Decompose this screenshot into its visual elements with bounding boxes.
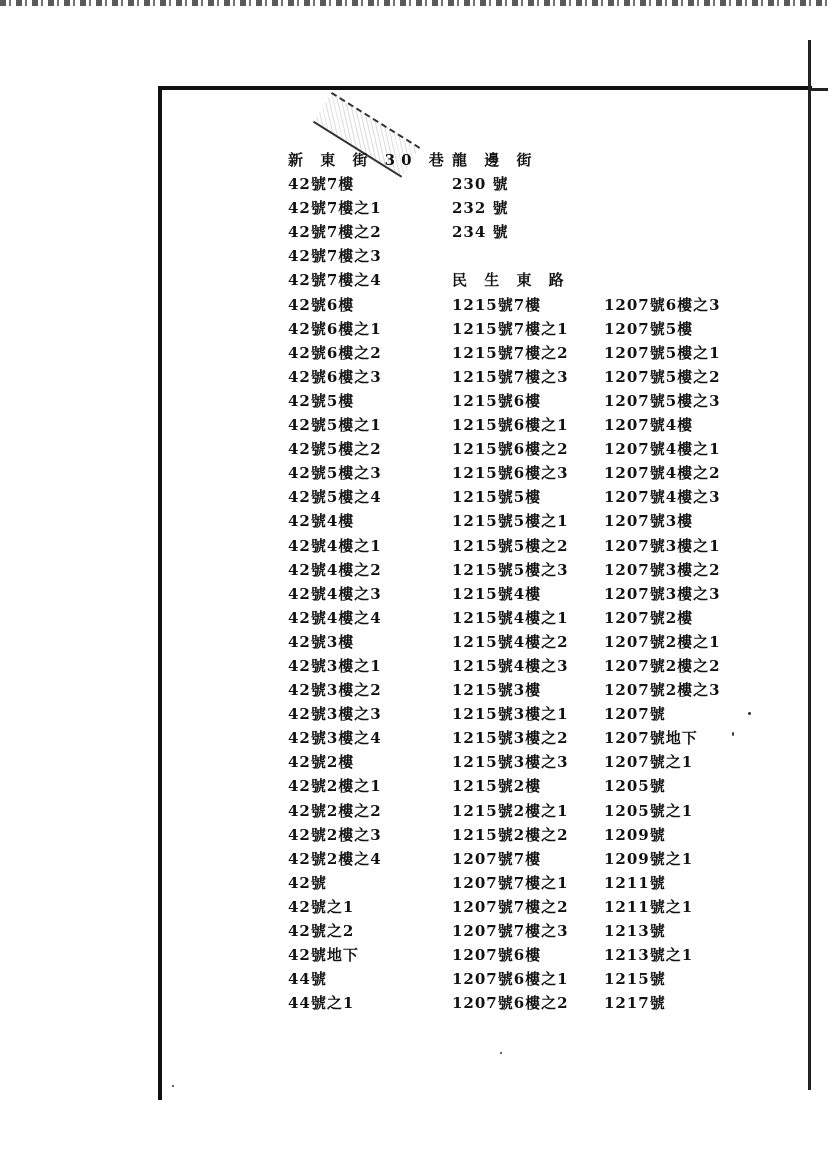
address-entry: 1207號5樓之1 [604, 343, 721, 362]
address-entry: 44號 [288, 970, 327, 989]
blank-line [604, 196, 721, 220]
address-entry: 1209號之1 [604, 849, 694, 868]
address-entry: 230 號 [452, 175, 509, 194]
address-entry: 1215號6樓之2 [452, 440, 569, 459]
address-entry: 42號4樓 [288, 512, 355, 531]
address-entry: 1215號5樓之2 [452, 536, 569, 555]
address-entry: 1207號2樓之3 [604, 681, 721, 700]
address-entry: 42號5樓之3 [288, 464, 382, 483]
address-entry: 42號3樓之4 [288, 729, 382, 748]
address-entry: 1215號7樓 [452, 295, 542, 314]
address-entry: 1207號4樓之1 [604, 440, 721, 459]
address-entry: 1215號6樓之1 [452, 416, 569, 435]
address-entry: 1207號地下 [604, 729, 698, 748]
address-column-3 [604, 148, 721, 1015]
address-entry: 1215號4樓之1 [452, 608, 569, 627]
address-entry: 42號2樓之2 [288, 801, 382, 820]
address-entry: 42號4樓之3 [288, 584, 382, 603]
address-entry: 1215號 [604, 970, 666, 989]
address-entry: 234 號 [452, 223, 509, 242]
address-entry: 1215號5樓 [452, 488, 542, 507]
address-entry: 1207號5樓之2 [604, 367, 721, 386]
address-entry: 1207號 [604, 705, 666, 724]
address-entry: 1207號7樓之1 [452, 873, 569, 892]
address-entry: 1215號5樓之1 [452, 512, 569, 531]
address-entry: 1207號6樓之2 [452, 994, 569, 1013]
blank-line [604, 268, 721, 292]
scan-speck [748, 712, 751, 715]
section-title: 民 生 東 路 [452, 271, 570, 290]
address-entry: 1207號之1 [604, 753, 694, 772]
address-entry: 42號5樓之4 [288, 488, 382, 507]
address-entry: 1207號4樓之2 [604, 464, 721, 483]
address-entry: 1213號 [604, 922, 666, 940]
address-entry: 42號2樓 [288, 753, 355, 772]
page-edge-right [808, 40, 811, 1090]
address-entry: 42號6樓之3 [288, 367, 382, 386]
address-entry: 1215號7樓之2 [452, 343, 569, 362]
address-entry: 1215號2樓之2 [452, 825, 569, 844]
blank-line [604, 244, 721, 268]
address-entry: 1207號4樓 [604, 416, 694, 435]
scan-noise-top [0, 0, 832, 6]
address-entry: 1215號5樓之3 [452, 560, 569, 579]
address-entry: 42號7樓之4 [288, 271, 382, 290]
address-entry: 42號2樓之1 [288, 777, 382, 796]
address-entry: 1215號3樓之3 [452, 753, 569, 772]
address-entry: 1215號7樓之3 [452, 367, 569, 386]
header-right: 龍 邊 街 [452, 151, 538, 169]
address-entry: 1207號6樓 [452, 946, 542, 965]
address-entry: 42號2樓之4 [288, 849, 382, 868]
address-entry: 1215號4樓之3 [452, 656, 569, 675]
address-entry: 1207號3樓之1 [604, 536, 721, 555]
address-entry: 1207號7樓之2 [452, 897, 569, 916]
address-entry: 42號之1 [288, 897, 355, 916]
blank-line [604, 172, 721, 196]
address-entry: 1207號4樓之3 [604, 488, 721, 507]
address-entry: 42號5樓之2 [288, 440, 382, 459]
address-entry: 1205號 [604, 777, 666, 796]
address-entry: 42號3樓之1 [288, 656, 382, 675]
address-entry: 1207號3樓之2 [604, 560, 721, 579]
address-entry: 1207號3樓 [604, 512, 694, 531]
address-entry: 42號 [288, 873, 327, 892]
address-entry: 1215號2樓 [452, 777, 542, 796]
address-entry: 42號6樓 [288, 295, 355, 314]
address-entry: 42號2樓之3 [288, 825, 382, 844]
address-entry: 1211號 [604, 873, 666, 892]
address-entry: 42號6樓之2 [288, 343, 382, 362]
address-entry: 1215號2樓之1 [452, 801, 569, 820]
address-entry: 1209號 [604, 825, 666, 844]
address-entry: 1215號6樓 [452, 391, 542, 410]
scan-speck [732, 732, 734, 736]
address-entry: 1215號7樓之1 [452, 319, 569, 338]
address-entry: 42號7樓之3 [288, 247, 382, 266]
address-entry: 1215號4樓之2 [452, 632, 569, 651]
address-entry: 44號之1 [288, 994, 355, 1013]
address-column-1 [288, 148, 450, 1015]
address-entry: 1207號2樓之1 [604, 632, 721, 651]
address-entry: 1207號5樓之3 [604, 391, 721, 410]
address-entry: 1207號7樓 [452, 849, 542, 868]
address-entry: 42號5樓之1 [288, 416, 382, 435]
address-entry: 1207號2樓 [604, 608, 694, 627]
address-entry: 42號地下 [288, 946, 359, 965]
address-entry: 42號4樓之4 [288, 608, 382, 627]
page-edge-corner [808, 88, 828, 91]
address-entry: 1217號 [604, 994, 666, 1013]
address-entry: 1215號3樓 [452, 681, 542, 700]
scan-speck [500, 1052, 502, 1054]
address-entry: 1215號3樓之2 [452, 729, 569, 748]
address-entry: 1207號3樓之3 [604, 584, 721, 603]
address-entry: 232 號 [452, 199, 509, 218]
address-entry: 1215號6樓之3 [452, 464, 569, 483]
address-entry: 42號7樓之1 [288, 199, 382, 218]
address-entry: 1211號之1 [604, 897, 694, 916]
address-entry: 42號3樓之3 [288, 705, 382, 724]
address-entry: 1207號7樓之3 [452, 922, 569, 940]
header-left: 新 東 街 30 巷 [288, 151, 450, 169]
blank-line [604, 148, 721, 172]
address-entry: 42號6樓之1 [288, 319, 382, 338]
address-entry: 42號7樓之2 [288, 223, 382, 242]
address-entry: 1215號3樓之1 [452, 705, 569, 724]
address-entry: 1205號之1 [604, 801, 694, 820]
address-entry: 42號之2 [288, 922, 355, 940]
address-entry: 1213號之1 [604, 946, 694, 965]
address-entry: 42號3樓 [288, 632, 355, 651]
address-entry: 1207號6樓之3 [604, 295, 721, 314]
address-entry: 1207號5樓 [604, 319, 694, 338]
address-entry: 42號7樓 [288, 175, 355, 194]
blank-line [452, 244, 570, 268]
scan-speck [172, 1085, 174, 1087]
address-entry: 1207號2樓之2 [604, 656, 721, 675]
address-column-2 [452, 148, 570, 1015]
address-entry: 42號4樓之1 [288, 536, 382, 555]
address-entry: 42號3樓之2 [288, 681, 382, 700]
blank-line [604, 220, 721, 244]
address-entry: 1215號4樓 [452, 584, 542, 603]
address-entry: 42號5樓 [288, 391, 355, 410]
address-entry: 1207號6樓之1 [452, 970, 569, 989]
address-entry: 42號4樓之2 [288, 560, 382, 579]
